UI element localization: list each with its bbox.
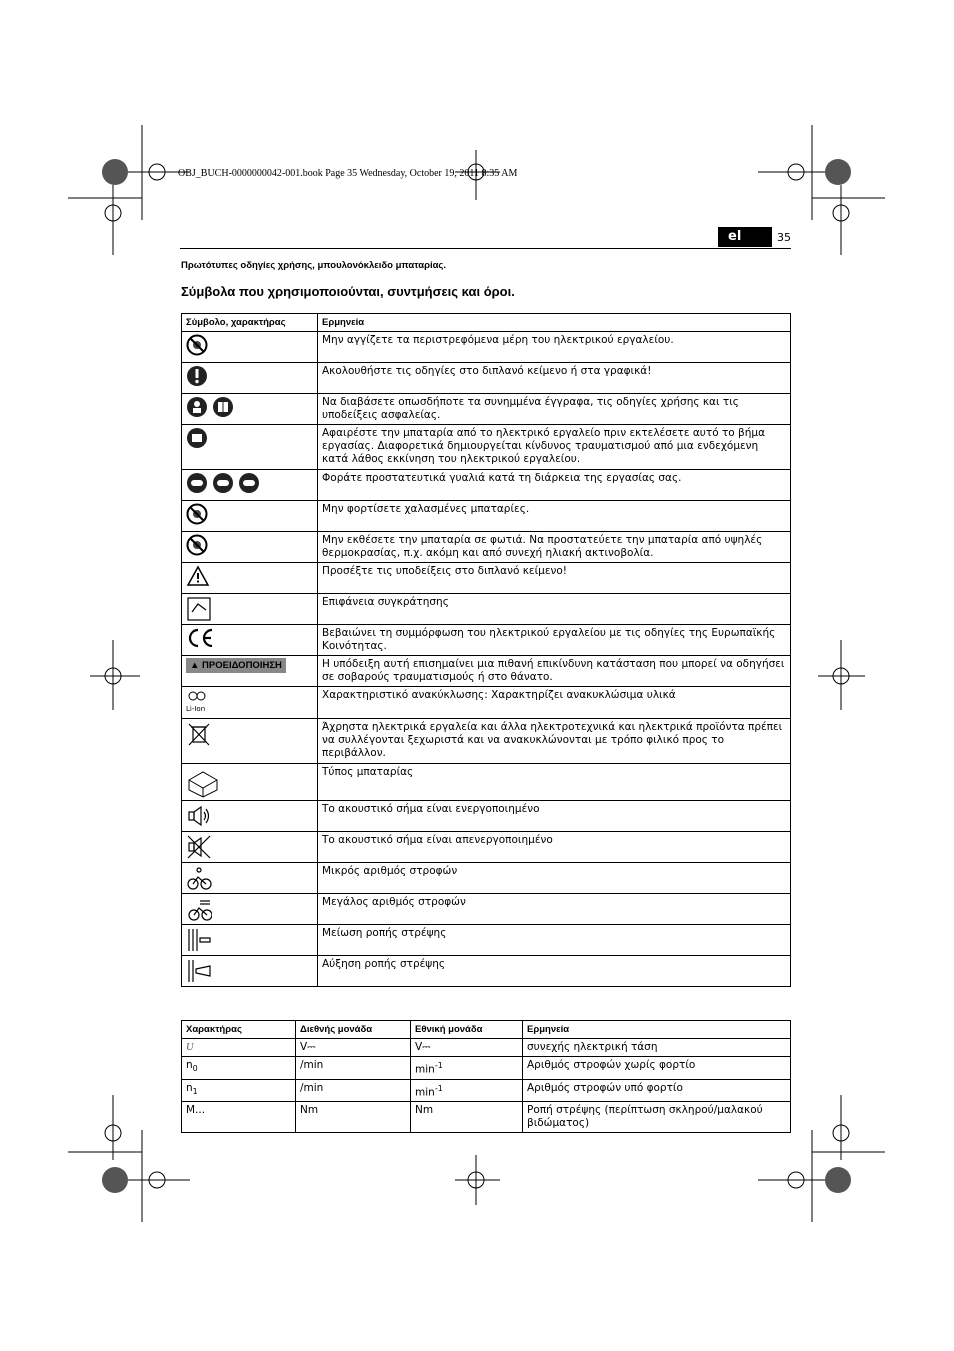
page-number: 35: [777, 231, 791, 244]
remove-battery-icon: [186, 427, 212, 439]
national-unit-cell: V⎓: [411, 1039, 523, 1057]
character-cell: M...: [182, 1102, 296, 1133]
symbol-cell: [182, 470, 318, 501]
table-row: [182, 363, 791, 394]
header-national-unit: Εθνική μονάδα: [411, 1021, 523, 1039]
symbol-cell: [182, 532, 318, 563]
no-fire-icon: [186, 534, 212, 546]
symbol-cell: [182, 719, 318, 764]
meaning-cell: Φοράτε προστατευτικά γυαλιά κατά τη διάρκεια της εργασίας σας.: [318, 470, 791, 501]
ce-mark-icon: [186, 627, 220, 639]
table-row: [182, 332, 791, 363]
national-unit-cell: $\min^{-1}$: [411, 1079, 523, 1102]
header-meaning: Ερμηνεία: [318, 314, 791, 332]
print-line: OBJ_BUCH-0000000042-001.book Page 35 Wednesday, October 19, 2011 8:35 AM: [178, 168, 518, 179]
meaning-cell: Αριθμός στροφών υπό φορτίο: [523, 1079, 791, 1102]
table-row: [182, 501, 791, 532]
table-row: [182, 594, 791, 625]
torque-increase-icon: [186, 958, 216, 970]
torque-decrease-icon: [186, 927, 216, 939]
symbol-cell: [182, 625, 318, 656]
symbol-cell: [182, 956, 318, 987]
symbol-cell: [182, 501, 318, 532]
symbols-header-row: [182, 314, 791, 332]
table-row: [182, 563, 791, 594]
national-unit-cell: Nm: [411, 1102, 523, 1133]
table-row: [182, 863, 791, 894]
no-touch-rotating-icon: [186, 334, 212, 346]
grip-surface-icon: [186, 596, 216, 608]
language-tab: el: [718, 227, 772, 247]
meaning-cell: Αφαιρέστε την μπαταρία από το ηλεκτρικό εργαλείο πριν εκτελέσετε αυτό το βήμα εργασίας. Διαφορετικά δημιουργείται κίνδυνος τραυματισμού από μια ενδεχόμενη κατά λάθος εκκίνηση του ηλεκτρικού εργαλείου.: [318, 425, 791, 470]
symbol-cell: [182, 801, 318, 832]
recycling-li-ion-icon: [186, 689, 212, 701]
protective-goggles-icon: [186, 472, 264, 484]
table-row: [182, 625, 791, 656]
speaker-on-icon: [186, 803, 216, 815]
no-charge-damaged-icon: [186, 503, 212, 515]
header-character: Χαρακτήρας: [182, 1021, 296, 1039]
symbol-cell: [182, 394, 318, 425]
meaning-cell: Άχρηστα ηλεκτρικά εργαλεία και άλλα ηλεκτροτεχνικά και ηλεκτρικά προϊόντα πρέπει να συλλέγονται ξεχωριστά και να ανακυκλώνονται με τρόπο φιλικό προς το περιβάλλον.: [318, 719, 791, 764]
table-row: [182, 425, 791, 470]
intl-unit-cell: V⎓: [296, 1039, 411, 1057]
meaning-cell: Μην εκθέσετε την μπαταρία σε φωτιά. Να προστατεύετε την μπαταρία από υψηλές θερμοκρασίας, π.χ. ακόμη και από συνεχή ηλιακή ακτινοβολία.: [318, 532, 791, 563]
table-row: [182, 1102, 791, 1133]
meaning-cell: Μείωση ροπής στρέψης: [318, 925, 791, 956]
symbol-cell: [182, 687, 318, 719]
table-row: [182, 832, 791, 863]
table-row: [182, 956, 791, 987]
meaning-cell: Το ακουστικό σήμα είναι απενεργοποιημένο: [318, 832, 791, 863]
units-header-row: [182, 1021, 791, 1039]
li-ion-label: Li-Ion: [186, 705, 206, 713]
table-row: [182, 801, 791, 832]
symbol-cell: [182, 594, 318, 625]
meaning-cell: Μην φορτίσετε χαλασμένες μπαταρίες.: [318, 501, 791, 532]
symbol-cell: [182, 764, 318, 801]
meaning-cell: Μεγάλος αριθμός στροφών: [318, 894, 791, 925]
table-row: [182, 687, 791, 719]
meaning-cell: Αύξηση ροπής στρέψης: [318, 956, 791, 987]
meaning-cell: Επιφάνεια συγκράτησης: [318, 594, 791, 625]
meaning-cell: συνεχής ηλεκτρική τάση: [523, 1039, 791, 1057]
intl-unit-cell: Nm: [296, 1102, 411, 1133]
units-table: [181, 1020, 791, 1133]
meaning-cell: Το ακουστικό σήμα είναι ενεργοποιημένο: [318, 801, 791, 832]
table-row: [182, 656, 791, 687]
header-rule: [180, 248, 791, 249]
subtitle: Πρωτότυπες οδηγίες χρήσης, μπουλονόκλειδο μπαταρίας.: [181, 260, 447, 271]
read-manual-icon: [186, 396, 238, 408]
character-cell: $n_1$: [182, 1079, 296, 1102]
header-meaning: Ερμηνεία: [523, 1021, 791, 1039]
warning-triangle-icon: [186, 565, 214, 577]
symbol-cell: [182, 894, 318, 925]
meaning-cell: Μην αγγίζετε τα περιστρεφόμενα μέρη του ηλεκτρικού εργαλείου.: [318, 332, 791, 363]
header-intl-unit: Διεθνής μονάδα: [296, 1021, 411, 1039]
symbol-cell: [182, 656, 318, 687]
meaning-cell: Προσέξτε τις υποδείξεις στο διπλανό κείμενο!: [318, 563, 791, 594]
table-row: [182, 532, 791, 563]
header-symbol: Σύμβολο, χαρακτήρας: [182, 314, 318, 332]
intl-unit-cell: /min: [296, 1057, 411, 1080]
table-row: [182, 764, 791, 801]
crossed-bin-icon: [186, 721, 216, 733]
warning-badge: ▲ ΠΡΟΕΙΔΟΠΟΙΗΣΗ: [186, 658, 286, 673]
meaning-cell: Ροπή στρέψης (περίπτωση σκληρού/μαλακού βιδώματος): [523, 1102, 791, 1133]
symbol-cell: [182, 332, 318, 363]
battery-type-icon: [186, 766, 224, 778]
table-row: [182, 894, 791, 925]
slow-bicycle-icon: [186, 865, 216, 877]
meaning-cell: Χαρακτηριστικό ανακύκλωσης: Χαρακτηρίζει ανακυκλώσιμα υλικά: [318, 687, 791, 719]
symbol-cell: [182, 563, 318, 594]
table-row: [182, 719, 791, 764]
speaker-off-icon: [186, 834, 216, 846]
symbol-cell: [182, 863, 318, 894]
section-heading: Σύμβολα που χρησιμοποιούνται, συντμήσεις και όροι.: [181, 284, 515, 299]
meaning-cell: Ακολουθήστε τις οδηγίες στο διπλανό κείμενο ή στα γραφικά!: [318, 363, 791, 394]
symbols-table: [181, 313, 791, 987]
fast-bicycle-icon: [186, 896, 216, 908]
meaning-cell: Η υπόδειξη αυτή επισημαίνει μια πιθανή επικίνδυνη κατάσταση που μπορεί να οδηγήσει σε σοβαρούς τραυματισμούς ή στο θάνατο.: [318, 656, 791, 687]
symbol-cell: [182, 925, 318, 956]
intl-unit-cell: /min: [296, 1079, 411, 1102]
character-cell: U: [182, 1039, 296, 1057]
meaning-cell: Βεβαιώνει τη συμμόρφωση του ηλεκτρικού εργαλείου με τις οδηγίες της Ευρωπαϊκής Κοινότητας.: [318, 625, 791, 656]
meaning-cell: Μικρός αριθμός στροφών: [318, 863, 791, 894]
table-row: [182, 470, 791, 501]
exclamation-icon: [186, 365, 212, 377]
table-row: [182, 925, 791, 956]
symbol-cell: [182, 832, 318, 863]
symbol-cell: [182, 425, 318, 470]
table-row: [182, 394, 791, 425]
meaning-cell: Να διαβάσετε οπωσδήποτε τα συνημμένα έγγραφα, τις οδηγίες χρήσης και τις υποδείξεις ασφαλείας.: [318, 394, 791, 425]
table-row: [182, 1079, 791, 1102]
meaning-cell: Αριθμός στροφών χωρίς φορτίο: [523, 1057, 791, 1080]
table-row: [182, 1039, 791, 1057]
table-row: [182, 1057, 791, 1080]
national-unit-cell: $\min^{-1}$: [411, 1057, 523, 1080]
symbol-cell: [182, 363, 318, 394]
meaning-cell: Τύπος μπαταρίας: [318, 764, 791, 801]
character-cell: $n_0$: [182, 1057, 296, 1080]
